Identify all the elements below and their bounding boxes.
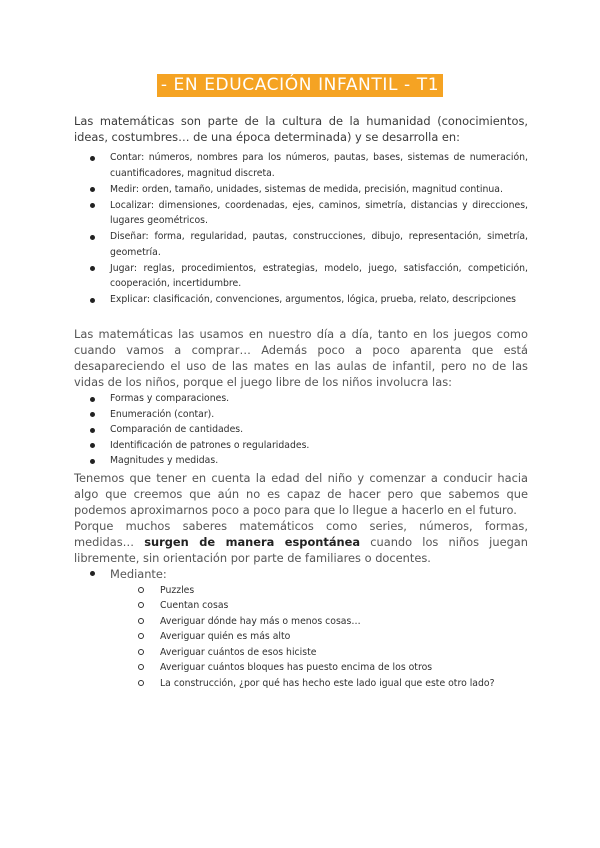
areas-list [88,150,528,308]
intro-paragraph: Las matemáticas son parte de la cultura de la humanidad (conocimientos, ideas, costumbres… de una época determinada) y se desarrolla en: [74,114,528,144]
list-item: Enumeración (contar). [88,407,528,423]
mediante-label: Mediante: [110,566,167,581]
list-item: Comparación de cantidades. [88,422,528,438]
sublist-item: Puzzles [138,583,528,599]
list-item: Explicar: clasificación, convenciones, argumentos, lógica, prueba, relato, descripciones [88,292,528,308]
page-title: - EN EDUCACIÓN INFANTIL - T1 [157,74,443,97]
list-item: Contar: números, nombres para los números, pautas, bases, sistemas de numeración, cuantificadores, magnitud discreta. [88,150,528,181]
age-paragraph: Tenemos que tener en cuenta la edad del niño y comenzar a conducir hacia algo que creemos que aún no es capaz de hacer pero que sabemos que podemos aproximarnos poco a poco para que lo llegue a hacerlo en el futuro. [74,470,528,517]
sublist-item: Averiguar quién es más alto [138,629,528,645]
sublist-item: Averiguar cuántos de esos hiciste [138,645,528,661]
involves-list [88,391,528,469]
list-item: Diseñar: forma, regularidad, pautas, construcciones, dibujo, representación, simetría, geometría. [88,229,528,260]
spacer [74,308,528,326]
bold-phrase: surgen de manera espontánea [144,534,361,549]
paragraph-text: cuando los niños juegan libremente, sin orientación por parte de familiares o docentes. [74,534,529,565]
title-wrap [0,74,600,97]
document-body [74,113,528,691]
list-item: Identificación de patrones o regularidades. [88,438,528,454]
list-item: Formas y comparaciones. [88,391,528,407]
spontaneous-paragraph [74,518,528,566]
sublist-item: Averiguar dónde hay más o menos cosas… [138,614,528,630]
paragraph-text: Porque muchos saberes matemáticos como series, números, formas, medidas… [74,518,528,549]
mediante-sublist [138,583,528,692]
list-item: Jugar: reglas, procedimientos, estrategias, modelo, juego, satisfacción, competición, cooperación, incertidumbre. [88,261,528,292]
sublist-item: La construcción, ¿por qué has hecho este lado igual que este otro lado? [138,676,528,692]
list-item: Localizar: dimensiones, coordenadas, ejes, caminos, simetría, distancias y direcciones, lugares geométricos. [88,198,528,229]
sublist-item: Averiguar cuántos bloques has puesto encima de los otros [138,660,528,676]
list-item: Magnitudes y medidas. [88,453,528,469]
mediante-list [88,566,528,692]
mediante-item [88,566,528,692]
daily-use-paragraph: Las matemáticas las usamos en nuestro día a día, tanto en los juegos como cuando vamos a comprar… Además poco a poco aparenta que está desapareciendo el uso de las mates en las aulas de infantil, pero no de las vidas de los niños, porque el juego libre de los niños involucra las: [74,327,528,389]
sublist-item: Cuentan cosas [138,598,528,614]
list-item: Medir: orden, tamaño, unidades, sistemas de medida, precisión, magnitud continua. [88,182,528,198]
